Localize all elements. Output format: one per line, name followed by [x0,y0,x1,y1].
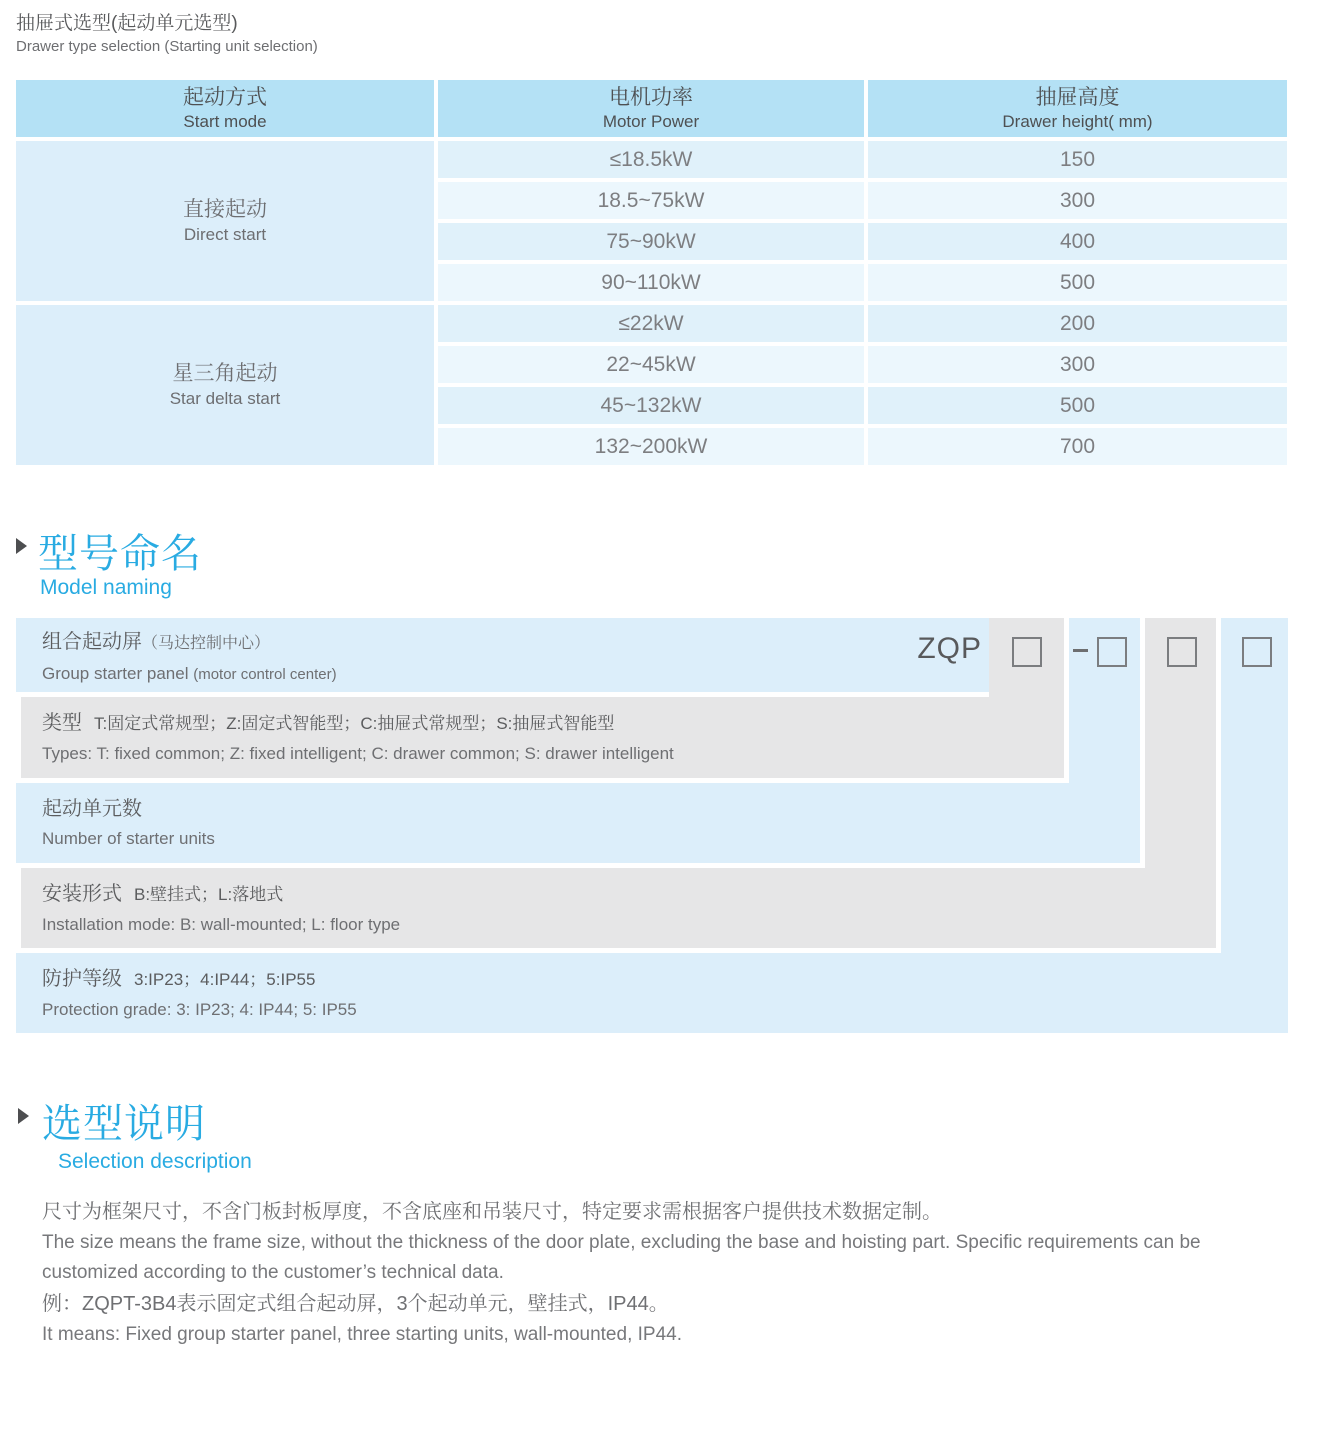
naming-row-en: Protection grade: 3: IP23; 4: IP44; 5: IP55 [42,1000,357,1019]
group-mode-en: Direct start [183,225,267,244]
naming-row-cn: 类型 T:固定式常规型；Z:固定式智能型；C:抽屉式常规型；S:抽屉式智能型 [42,712,615,734]
page-title-cn: 抽屉式选型(起动单元选型) [16,13,238,34]
naming-row-installation-mode [21,868,1216,948]
table-cell-power: 22~45kW [438,346,864,383]
model-code-box-type [1012,637,1042,667]
dash-separator [1073,649,1088,652]
table-cell-power: 18.5~75kW [438,182,864,219]
group-cell-star-delta-start [16,305,434,465]
group-mode-cn: 直接起动 [183,198,267,221]
table-cell-height: 500 [868,264,1287,301]
column-header-start-mode [16,80,434,137]
section-arrow-icon [18,1108,29,1124]
naming-row-cn: 起动单元数 [42,798,142,820]
description-line: 尺寸为框架尺寸，不含门板封板厚度，不含底座和吊装尺寸，特定要求需根据客户提供技术数据定制。 [42,1201,942,1223]
column-header-cn: 电机功率 [609,86,693,109]
naming-row-cn: 安装形式 B:壁挂式；L:落地式 [42,883,284,905]
naming-row-starter-units [16,783,1140,863]
description-line: 例：ZQPT-3B4表示固定式组合起动屏，3个起动单元，壁挂式，IP44。 [42,1293,669,1315]
section-arrow-icon [16,538,27,554]
naming-row-protection-grade [16,953,1288,1033]
naming-row-en: Group starter panel (motor control center) [42,664,337,683]
column-header-cn: 抽屉高度 [1035,86,1120,109]
column-header-en: Drawer height( mm) [1002,112,1153,131]
column-header-motor-power [438,80,864,137]
naming-row-en: Types: T: fixed common; Z: fixed intelligent; C: drawer common; S: drawer intelligent [42,744,674,763]
column-header-en: Start mode [183,112,267,131]
table-cell-height: 300 [868,346,1287,383]
table-cell-power: ≤18.5kW [438,141,864,178]
group-mode-cn: 星三角起动 [172,362,278,385]
model-naming-heading-cn: 型号命名 [38,532,202,576]
table-cell-height: 400 [868,223,1287,260]
model-naming-heading-en: Model naming [40,576,172,599]
table-cell-height: 300 [868,182,1287,219]
column-header-cn: 起动方式 [183,86,267,109]
naming-row-cn: 组合起动屏（马达控制中心） [42,631,271,653]
model-code-box-installation [1167,637,1197,667]
description-line: It means: Fixed group starter panel, three starting units, wall-mounted, IP44. [42,1324,682,1345]
table-cell-power: 45~132kW [438,387,864,424]
table-cell-height: 200 [868,305,1287,342]
model-code-box-protection [1242,637,1272,667]
table-cell-power: 90~110kW [438,264,864,301]
group-cell-direct-start [16,141,434,301]
selection-description-heading-en: Selection description [58,1150,252,1173]
drawer-selection-table [16,80,1287,465]
table-cell-height: 500 [868,387,1287,424]
model-code-prefix: ZQP [917,632,982,665]
selection-description-body [42,1196,1292,1350]
naming-row-cn: 防护等级 3:IP23；4:IP44；5:IP55 [42,968,316,990]
column-header-drawer-height [868,80,1287,137]
naming-row-type [21,697,1064,778]
table-cell-power: 75~90kW [438,223,864,260]
table-cell-height: 150 [868,141,1287,178]
table-cell-power: ≤22kW [438,305,864,342]
model-code-box-units [1097,637,1127,667]
page-title-en: Drawer type selection (Starting unit selection) [16,38,318,55]
table-cell-power: 132~200kW [438,428,864,465]
description-line: The size means the frame size, without the thickness of the door plate, excluding the base and hoisting part. Specific requirements can be customized according to the customer’s technical data. [42,1232,1201,1283]
selection-description-heading-cn: 选型说明 [42,1102,206,1146]
table-cell-height: 700 [868,428,1287,465]
column-header-en: Motor Power [602,112,700,131]
naming-row-en: Number of starter units [42,829,215,848]
naming-row-en: Installation mode: B: wall-mounted; L: floor type [42,915,401,934]
group-mode-en: Star delta start [169,389,281,408]
